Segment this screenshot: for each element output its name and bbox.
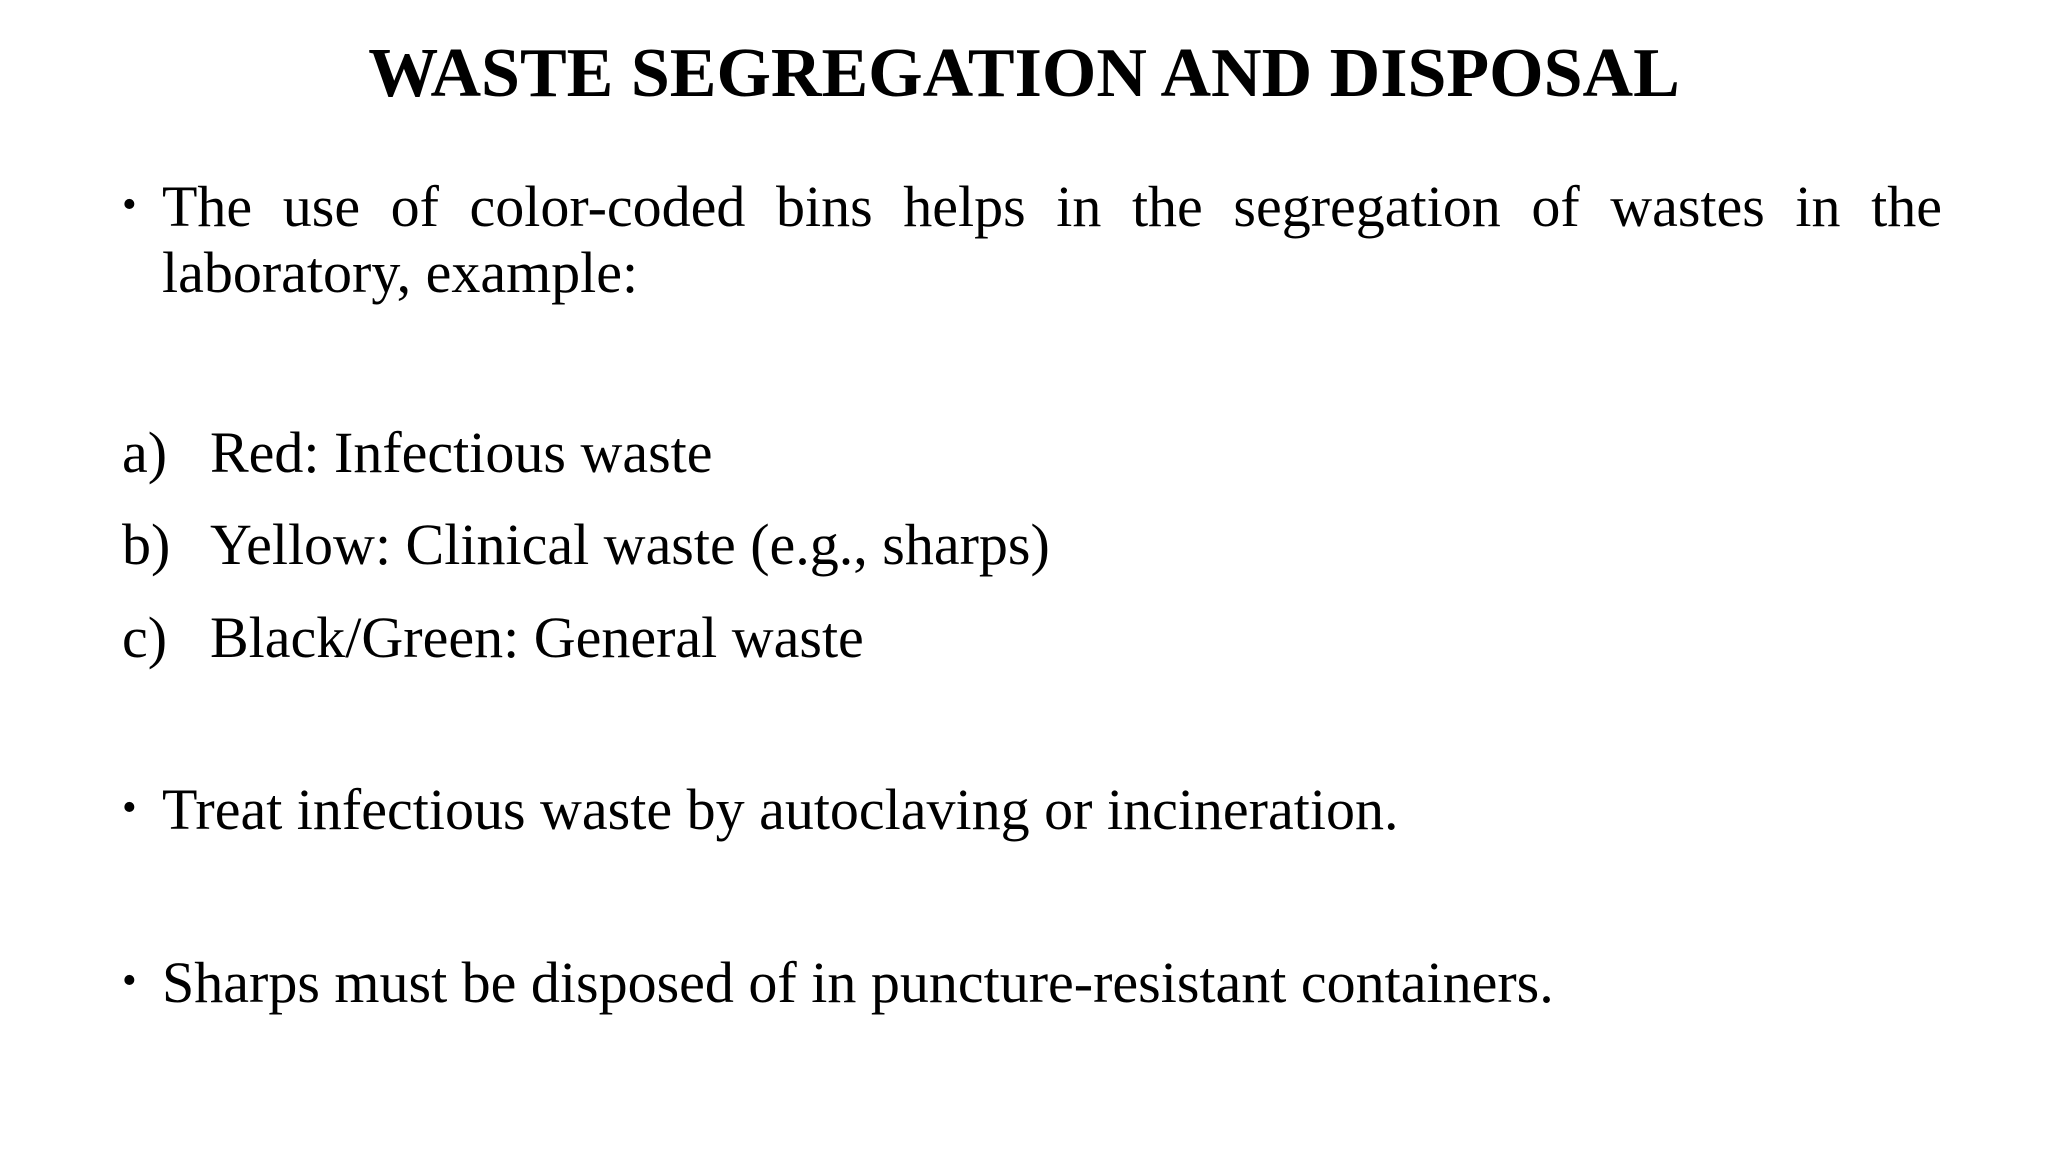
list-item-text: Black/Green: General waste — [210, 605, 864, 670]
list-item-black-green — [122, 605, 1622, 675]
list-marker: c) — [122, 605, 168, 670]
bullet-color-coded-bins — [122, 174, 1942, 314]
list-item-text: Red: Infectious waste — [210, 420, 713, 485]
list-marker: b) — [122, 512, 171, 577]
bullet-text: Sharps must be disposed of in puncture-resistant containers. — [162, 950, 1554, 1015]
list-item-text: Yellow: Clinical waste (e.g., sharps) — [210, 512, 1050, 577]
bullet-text: The use of color-coded bins helps in the segregation of wastes in the laboratory, example: — [162, 174, 1942, 305]
bullet-dot: • — [122, 958, 137, 1004]
list-item-yellow — [122, 512, 1622, 582]
slide-title: WASTE SEGREGATION AND DISPOSAL — [368, 35, 1680, 112]
bullet-treat-infectious-waste — [122, 777, 1942, 847]
bullet-sharps-disposal — [122, 950, 1942, 1020]
bullet-text: Treat infectious waste by autoclaving or incineration. — [162, 777, 1399, 842]
list-marker: a) — [122, 420, 168, 485]
bullet-dot: • — [122, 785, 137, 831]
list-item-red — [122, 420, 1622, 490]
bullet-dot: • — [122, 182, 137, 228]
